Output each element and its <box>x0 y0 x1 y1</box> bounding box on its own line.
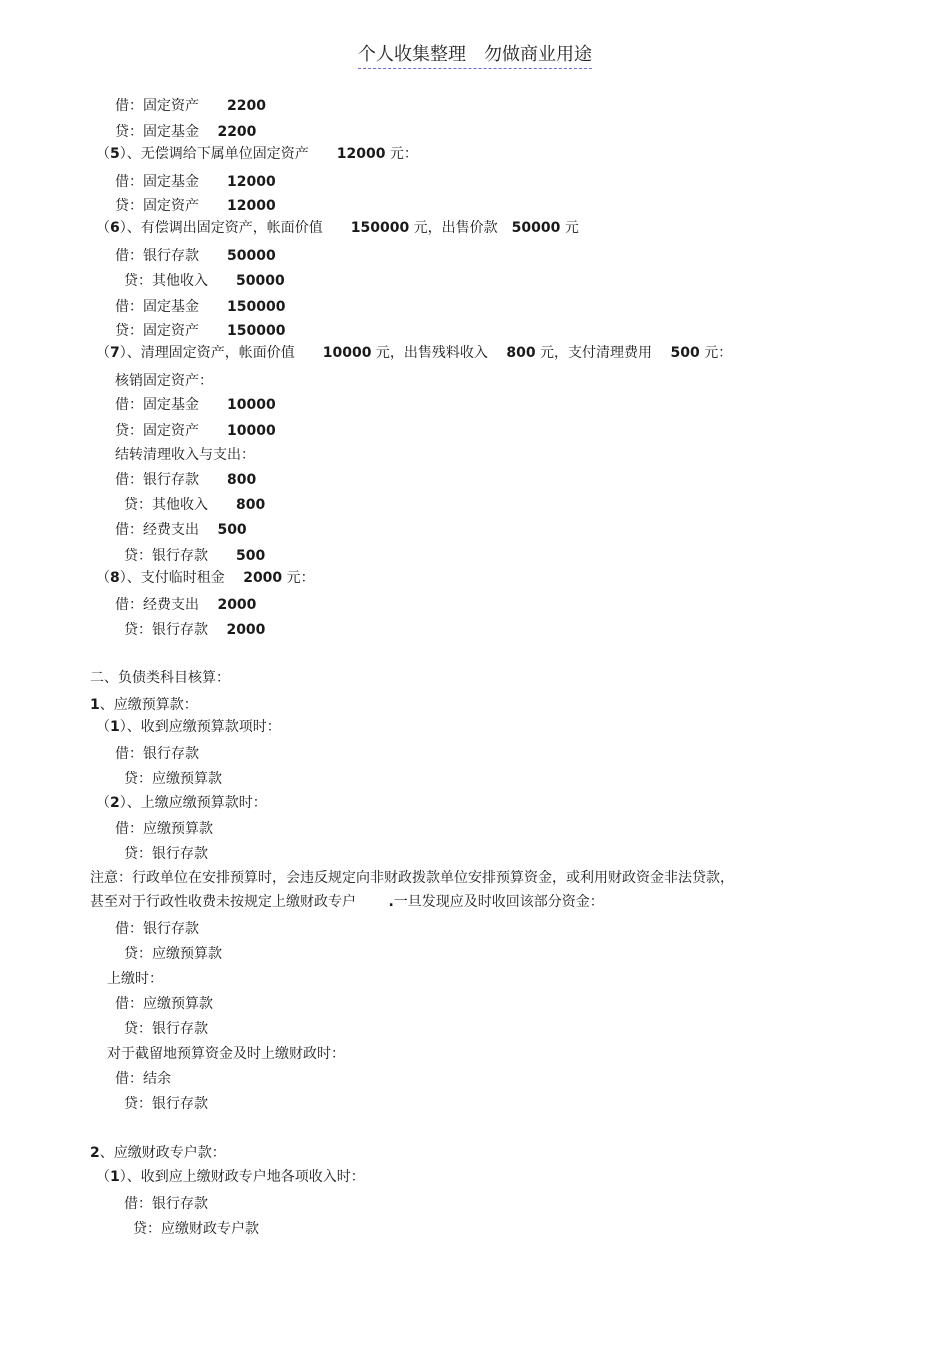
amount-value: 10000 <box>227 397 276 413</box>
line-text: 元，出售残料收入 <box>371 345 507 361</box>
line-text: （ <box>96 719 110 735</box>
line-text: 元 <box>560 220 579 236</box>
line-text: 贷：应缴预算款 <box>124 946 222 962</box>
line-text: 贷：应缴财政专户款 <box>133 1221 259 1237</box>
amount-value: 150000 <box>227 323 286 339</box>
text-line <box>124 1195 208 1213</box>
text-line <box>124 547 265 565</box>
line-text: （ <box>96 1169 110 1185</box>
line-text: 贷：银行存款 <box>124 1096 208 1112</box>
amount-value: 12000 <box>336 146 386 162</box>
amount-value: 2000 <box>217 597 257 613</box>
line-text: 贷：固定资产 <box>115 423 227 439</box>
line-text: 贷：固定资产 <box>115 323 227 339</box>
text-line <box>124 496 265 514</box>
text-line <box>90 669 230 687</box>
line-text: 借：银行存款 <box>124 1196 208 1212</box>
line-text: 借：固定基金 <box>115 174 227 190</box>
amount-value: . <box>388 894 394 910</box>
line-text: 元，出售价款 <box>409 220 512 236</box>
text-line <box>96 1168 365 1186</box>
line-text: 贷：固定资产 <box>115 198 227 214</box>
text-line <box>133 1220 259 1238</box>
text-line <box>124 1020 208 1038</box>
line-text: ）、收到应上缴财政专户地各项收入时： <box>119 1169 365 1185</box>
line-text: 一旦发现应及时收回该部分资金： <box>393 894 604 910</box>
text-line <box>96 344 732 362</box>
line-text: ）、有偿调出固定资产，帐面价值 <box>119 220 351 236</box>
amount-value: 50000 <box>511 220 561 236</box>
amount-value: 50000 <box>227 248 276 264</box>
text-line <box>115 247 276 265</box>
text-line <box>107 1045 345 1063</box>
text-line <box>90 893 604 911</box>
line-text: 对于截留地预算资金及时上缴财政时： <box>107 1046 345 1062</box>
amount-value: 500 <box>236 548 266 564</box>
text-line <box>96 794 267 812</box>
line-text: 借：银行存款 <box>115 472 227 488</box>
amount-value: 2200 <box>217 124 257 140</box>
amount-value: 8 <box>110 570 120 586</box>
line-text: ）、上缴应缴预算款时： <box>119 795 267 811</box>
amount-value: 2200 <box>227 98 266 114</box>
line-text: 注意：行政单位在安排预算时，会违反规定向非财政拨款单位安排预算资金，或利用财政资金非法贷款， <box>90 870 734 886</box>
text-line <box>115 173 276 191</box>
amount-value: 500 <box>670 345 700 361</box>
text-line <box>115 372 213 390</box>
line-text: 借：经费支出 <box>115 522 218 538</box>
line-text: （ <box>96 570 110 586</box>
line-text: 核销固定资产： <box>115 373 213 389</box>
amount-value: 50000 <box>236 273 285 289</box>
line-text: 、应缴预算款： <box>99 697 198 713</box>
line-text: 元： <box>699 345 733 361</box>
line-text: 借：固定基金 <box>115 299 227 315</box>
text-line <box>115 1070 171 1088</box>
text-line <box>96 569 315 587</box>
line-text: 借：固定资产 <box>115 98 227 114</box>
amount-value: 1 <box>110 1169 120 1185</box>
line-text: （ <box>96 146 110 162</box>
amount-value: 2 <box>110 795 120 811</box>
line-text: 借：固定基金 <box>115 397 227 413</box>
text-line <box>90 1144 226 1162</box>
text-line <box>96 219 579 237</box>
text-line <box>115 521 247 539</box>
text-line <box>115 123 256 141</box>
text-line <box>124 272 285 290</box>
text-line <box>96 718 281 736</box>
line-text: （ <box>96 795 110 811</box>
text-line <box>115 197 276 215</box>
line-text: 贷：其他收入 <box>124 497 236 513</box>
amount-value: 7 <box>110 345 120 361</box>
line-text: 贷：固定基金 <box>115 124 218 140</box>
line-text: 借：应缴预算款 <box>115 996 213 1012</box>
line-text: 贷：银行存款 <box>124 1021 208 1037</box>
amount-value: 150000 <box>350 220 410 236</box>
line-text: （ <box>96 345 110 361</box>
amount-value: 2000 <box>226 622 266 638</box>
text-line <box>124 945 222 963</box>
text-line <box>90 869 734 887</box>
line-text: ）、清理固定资产，帐面价值 <box>119 345 323 361</box>
line-text: 借：银行存款 <box>115 746 199 762</box>
text-line <box>124 770 222 788</box>
line-text: 元，支付清理费用 <box>535 345 671 361</box>
line-text: 元： <box>385 146 418 162</box>
text-line <box>115 745 199 763</box>
line-text: 贷：银行存款 <box>124 622 227 638</box>
amount-value: 800 <box>236 497 266 513</box>
line-text: ）、支付临时租金 <box>119 570 244 586</box>
text-line <box>115 596 256 614</box>
line-text: 借：银行存款 <box>115 921 199 937</box>
text-line <box>124 621 265 639</box>
text-line <box>115 396 276 414</box>
line-text: 、应缴财政专户款： <box>99 1145 226 1161</box>
amount-value: 12000 <box>227 174 276 190</box>
line-text: 借：银行存款 <box>115 248 227 264</box>
amount-value: 150000 <box>227 299 286 315</box>
text-line <box>115 422 276 440</box>
line-text: 上缴时： <box>107 971 163 987</box>
line-text: 贷：银行存款 <box>124 846 208 862</box>
amount-value: 1 <box>90 697 100 713</box>
line-text: ）、无偿调给下属单位固定资产 <box>119 146 337 162</box>
amount-value: 6 <box>110 220 120 236</box>
text-line <box>115 471 256 489</box>
page-header: 个人收集整理 勿做商业用途 <box>358 40 592 69</box>
text-line <box>124 845 208 863</box>
amount-value: 12000 <box>227 198 276 214</box>
amount-value: 800 <box>227 472 257 488</box>
line-text: （ <box>96 220 110 236</box>
line-text: 结转清理收入与支出： <box>115 447 255 463</box>
line-text: ）、收到应缴预算款项时： <box>119 719 281 735</box>
line-text: 贷：其他收入 <box>124 273 236 289</box>
amount-value: 500 <box>217 522 247 538</box>
amount-value: 10000 <box>322 345 372 361</box>
text-line <box>115 820 213 838</box>
text-line <box>115 920 199 938</box>
amount-value: 1 <box>110 719 120 735</box>
amount-value: 800 <box>506 345 536 361</box>
amount-value: 10000 <box>227 423 276 439</box>
text-line <box>96 145 418 163</box>
text-line <box>115 298 285 316</box>
text-line <box>90 696 198 714</box>
amount-value: 2000 <box>243 570 283 586</box>
amount-value: 5 <box>110 146 120 162</box>
line-text: 借：经费支出 <box>115 597 218 613</box>
text-line <box>115 446 255 464</box>
line-text: 元： <box>282 570 315 586</box>
amount-value: 2 <box>90 1145 100 1161</box>
text-line <box>107 970 163 988</box>
text-line <box>124 1095 208 1113</box>
line-text: 二、负债类科目核算： <box>90 670 230 686</box>
text-line <box>115 322 285 340</box>
line-text: 甚至对于行政性收费未按规定上缴财政专户 <box>90 894 389 910</box>
text-line <box>115 995 213 1013</box>
line-text: 借：应缴预算款 <box>115 821 213 837</box>
line-text: 借：结余 <box>115 1071 171 1087</box>
line-text: 贷：应缴预算款 <box>124 771 222 787</box>
line-text: 贷：银行存款 <box>124 548 236 564</box>
text-line <box>115 97 266 115</box>
